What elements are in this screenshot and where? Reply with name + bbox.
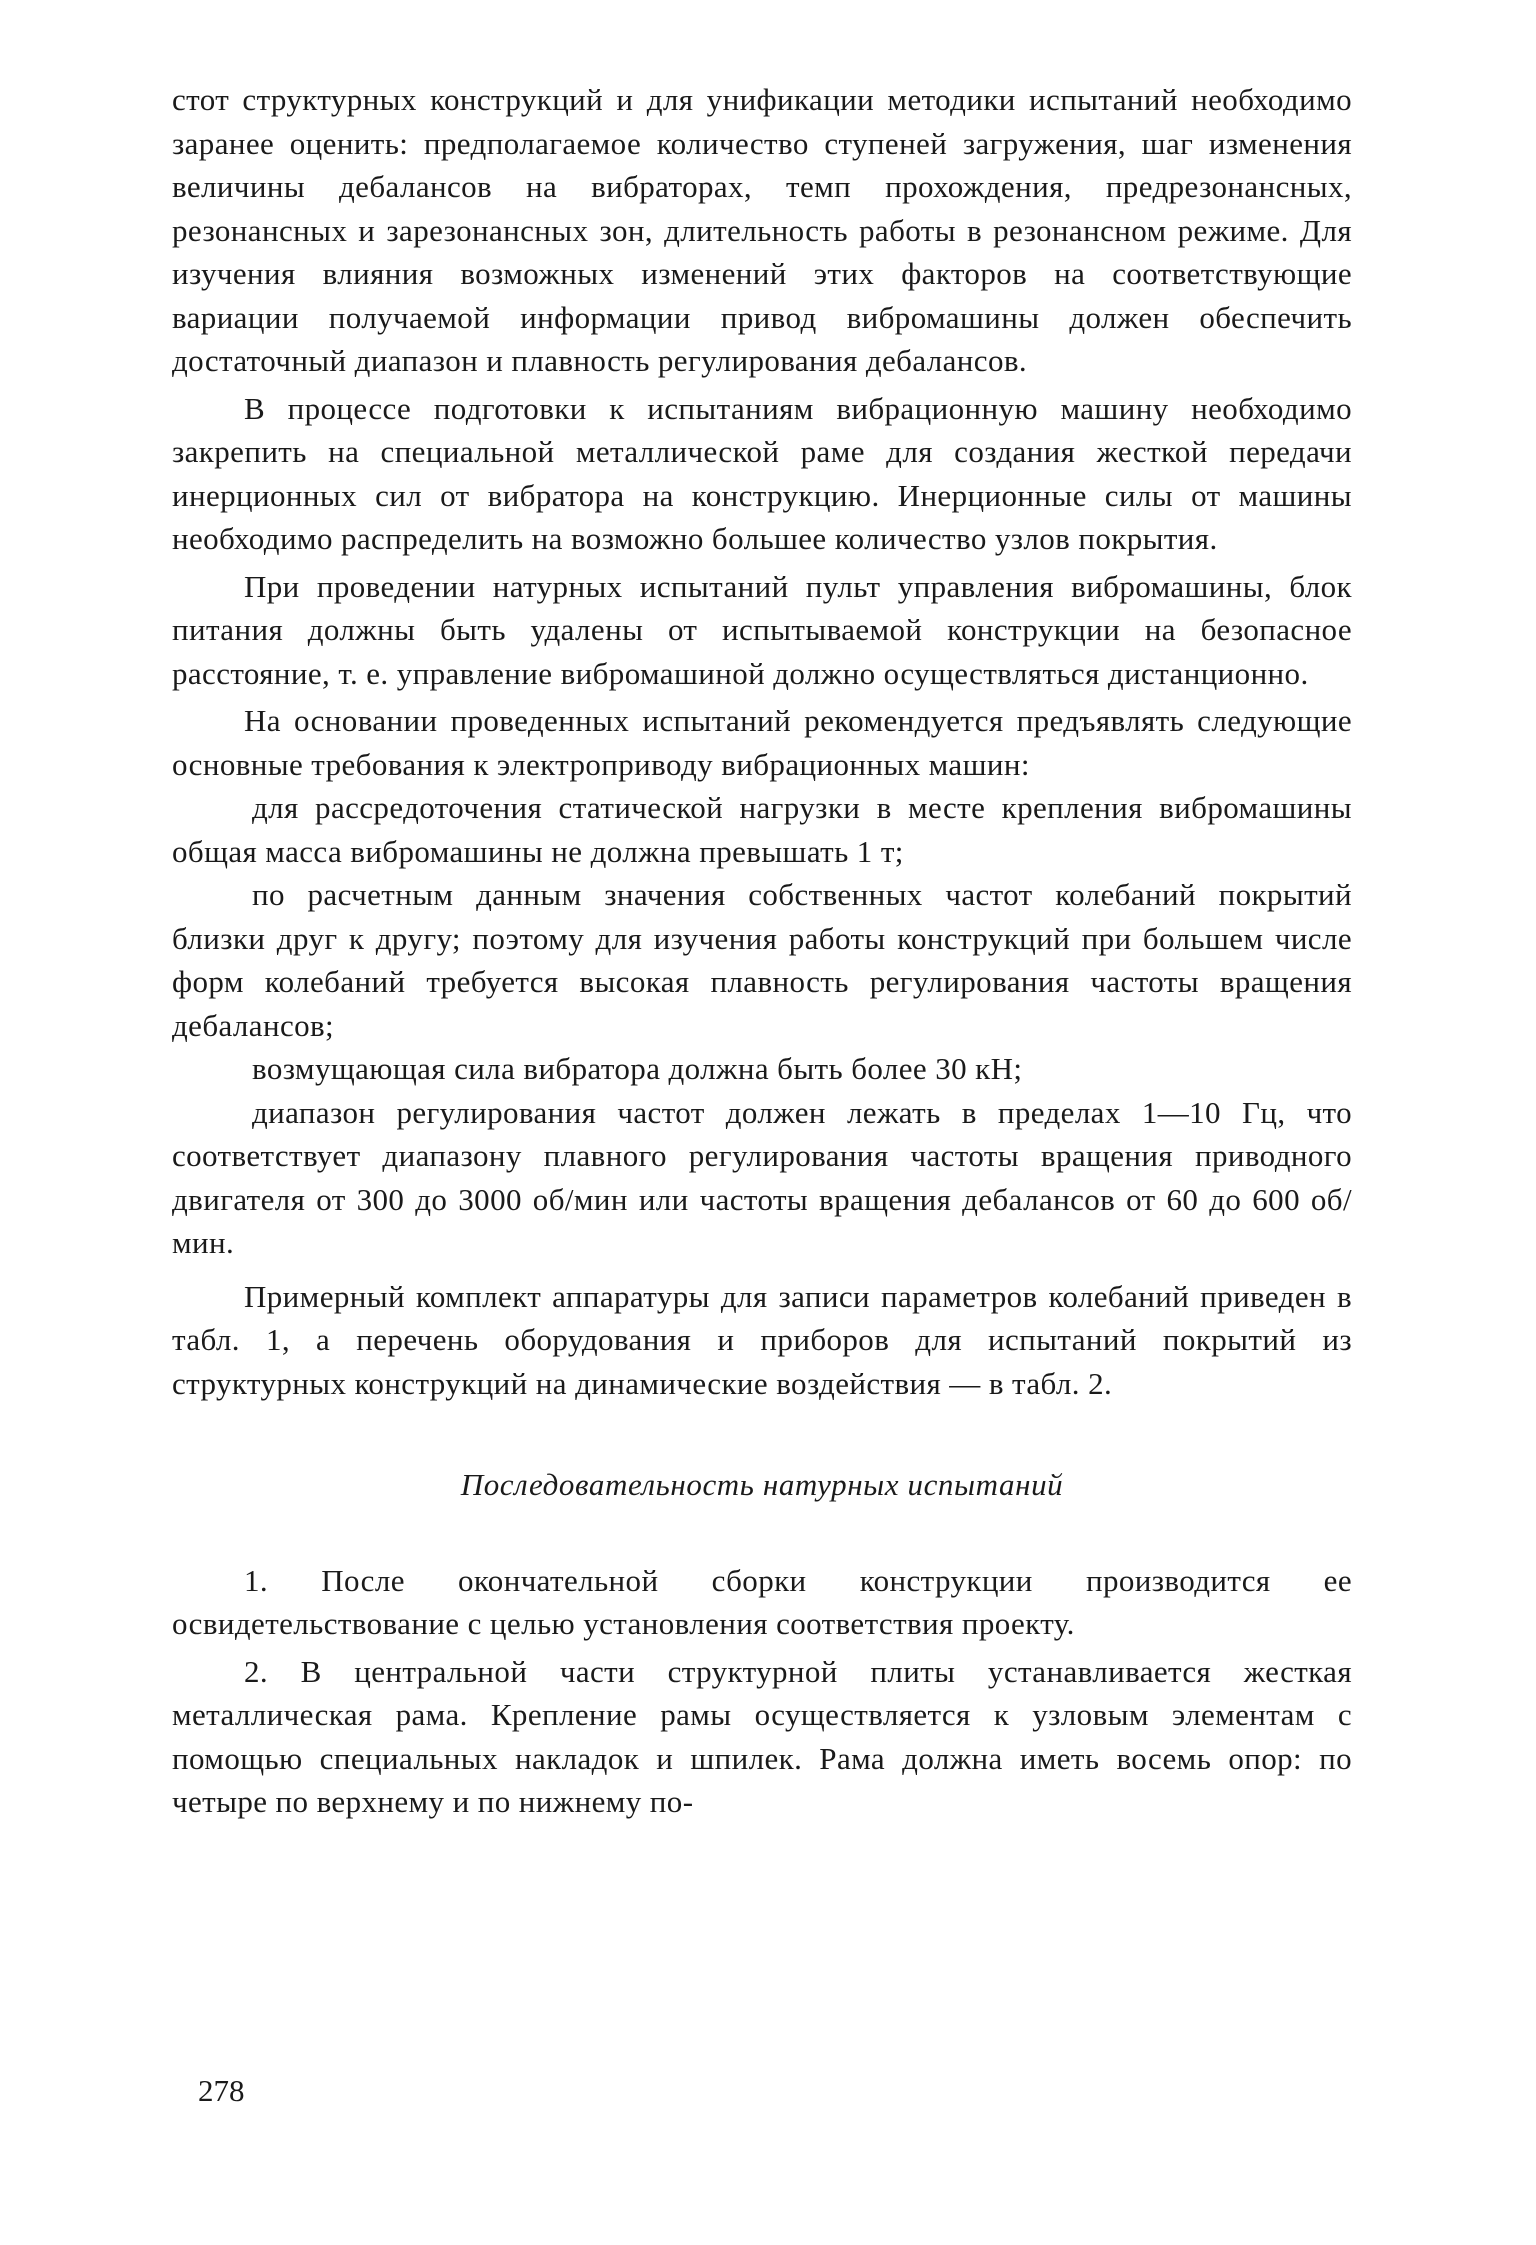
requirement-item: возмущающая сила вибратора должна быть более 30 кН; — [252, 1051, 1023, 1086]
paragraph-preparation: В процессе подготовки к испытаниям вибрационную машину необходимо закрепить на специальной металлической раме для создания жесткой передачи инерционных сил от вибратора на конструкцию. Инерционные силы от машины необходимо распределить на возможно большее количество узлов покрытия. — [172, 390, 1352, 556]
requirement-item: диапазон регулирования частот должен лежать в пределах 1—10 Гц, что соответствует диапазону плавного регулирования частоты вращения приводного двигателя от 300 до 3000 об/мин или частоты вращения дебалансов от 60 до 600 об/мин. — [172, 1094, 1352, 1260]
numbered-paragraph: 1. После окончательной сборки конструкции производится ее освидетельствование с целью установления соответствия проекту. — [172, 1562, 1352, 1641]
requirement-item: по расчетным данным значения собственных частот колебаний покрытий близки друг к другу; поэтому для изучения работы конструкций при большем числе форм колебаний требуется высокая плавность регулирования частоты вращения дебалансов; — [172, 877, 1352, 1043]
page-number: 278 — [198, 2073, 245, 2108]
paragraph-requirements-intro: На основании проведенных испытаний рекомендуется предъявлять следующие основные требования к электроприводу вибрационных машин: — [172, 703, 1352, 782]
paragraph-continuation: стот структурных конструкций и для унификации методики испытаний необходимо заранее оценить: предполагаемое количество ступеней загружения, шаг изменения величины дебалансов на вибраторах, темп прохождения, предрезонансных, резонансных и зарезонансных зон, длительность работы в резонансном режиме. Для изучения влияния возможных изменений этих факторов на соответствующие вариации получаемой информации привод вибромашины должен обеспечить достаточный диапазон и плавность регулирования дебалансов. — [172, 82, 1352, 378]
section-heading: Последовательность натурных испытаний — [460, 1467, 1064, 1502]
page-body — [172, 78, 1352, 1824]
paragraph-equipment: Примерный комплект аппаратуры для записи параметров колебаний приведен в табл. 1, а перечень оборудования и приборов для испытаний покрытий из структурных конструкций на динамические воздействия — в табл. 2. — [172, 1278, 1352, 1401]
requirements-list — [172, 786, 1352, 1265]
paragraph-control-panel: При проведении натурных испытаний пульт управления вибромашины, блок питания должны быть удалены от испытываемой конструкции на безопасное расстояние, т. е. управление вибромашиной должно осуществляться дистанционно. — [172, 568, 1352, 691]
numbered-paragraph: 2. В центральной части структурной плиты устанавливается жесткая металлическая рама. Крепление рамы осуществляется к узловым элементам с помощью специальных накладок и шпилек. Рама должна иметь восемь опор: по четыре по верхнему и по нижнему по- — [172, 1653, 1352, 1819]
requirement-item: для рассредоточения статической нагрузки в месте крепления вибромашины общая масса вибромашины не должна превышать 1 т; — [172, 790, 1352, 869]
